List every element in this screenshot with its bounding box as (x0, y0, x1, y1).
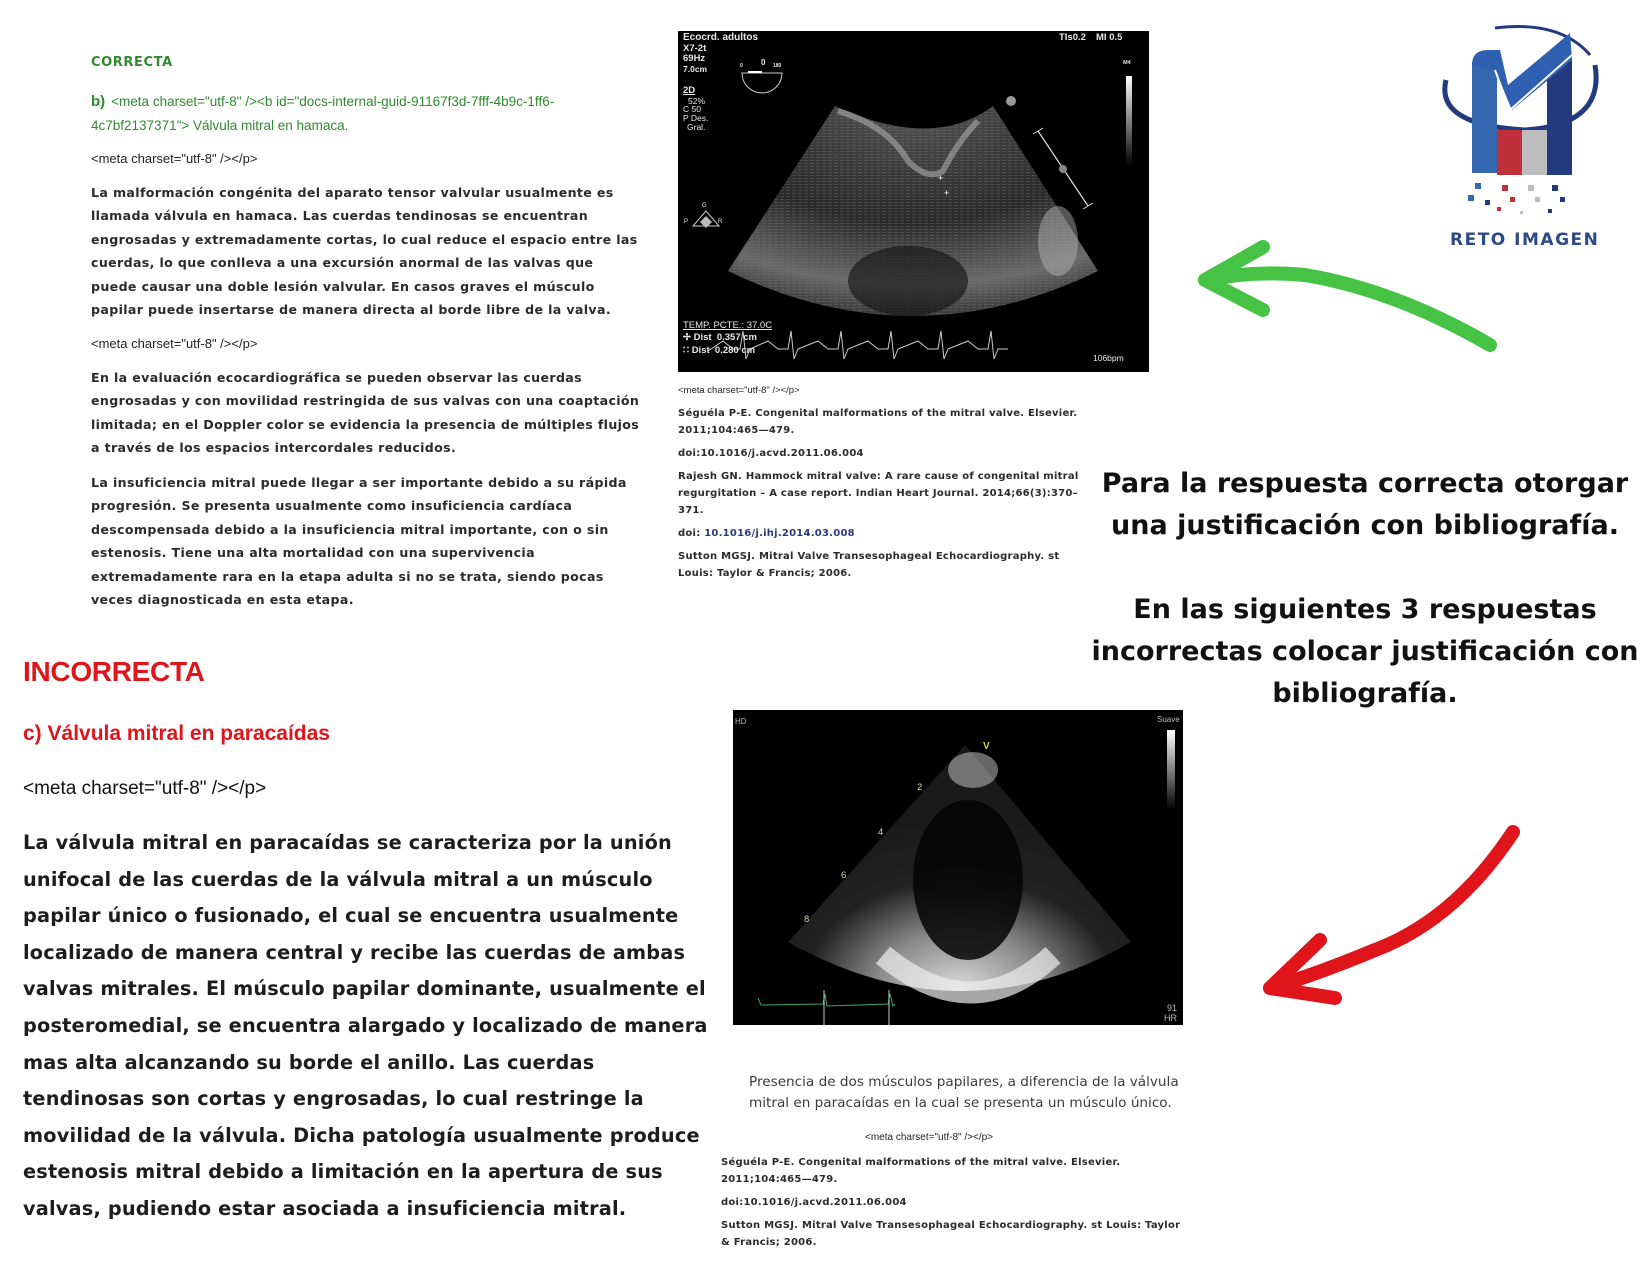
heart-rate: 91 (1167, 1003, 1178, 1013)
parachute-description-paragraph: La válvula mitral en paracaídas se caracteriza por la unión unifocal de las cuerdas de la válvula mitral a un músculo papilar único o fusionado, el cual se encuentra usualmente localizado de manera central y recibe las cuerdas de ambas valvas mitrales. El músculo papilar dominante, usualmente el posteromedial, se encuentra alargado y localizado de manera mas alta alcanzando su borde el anillo. Las cuerdas tendinosas son cortas y engrosadas, lo cual restringe la movilidad de la válvula. Dicha patología usualmente produce estenosis mitral debido a limitación en la apertura de sus valvas, pudiendo estar asociada a insuficiencia mitral. (23, 831, 708, 1220)
echocardiogram-image-hammock (678, 31, 1149, 372)
echo-evaluation-paragraph: En la evaluación ecocardiográfica se pueden observar las cuerdas engrosadas y con movilidad restringida de sus valvas con una coaptación limitada; en el Doppler color se evidencia la presencia de múltiples flujos a través de los espacios intercordales reducidos. (91, 370, 640, 456)
reto-imagen-logo (1440, 25, 1610, 255)
reference-doi: doi: 10.1016/j.ihj.2014.03.008 (678, 528, 855, 539)
option-letter: b) (91, 93, 106, 110)
echo-preset: Suave (1157, 715, 1180, 724)
mitral-insufficiency-paragraph: La insuficiencia mitral puede llegar a ser importante debido a su rápida progresión. Se presenta usualmente como insuficiencia cardíaca descompensada debido a la insuficiencia mitral importante, con o sin estenosis. Tiene una alta mortalidad con una supervivencia extremadamente rara en la etapa adulta si no se trata, siendo pocas veces diagnosticada en esta etapa. (91, 475, 627, 608)
reference-item: Séguéla P-E. Congenital malformations of the mitral valve. Elsevier. 2011;104:465—479. (721, 1157, 1121, 1185)
reference-item: Rajesh GN. Hammock mitral valve: A rare cause of congenital mitral regurgitation – A case report. Indian Heart Journal. 2014;66(3):370–371. (678, 471, 1079, 516)
logo-text: RETO IMAGEN (1450, 230, 1600, 250)
heart-rate: 106bpm (1093, 353, 1124, 363)
reference-doi: doi:10.1016/j.acvd.2011.06.004 (721, 1197, 907, 1208)
echo-preset-2: Gral. (687, 122, 706, 132)
angle-value: 0 (761, 58, 766, 67)
correct-label: CORRECTA (91, 55, 173, 70)
orientation-p: P (684, 219, 689, 225)
heart-rate-unit: HR (1164, 1013, 1177, 1023)
echo-map: M4 (1123, 60, 1131, 66)
echo-frame-rate: 69Hz (683, 53, 706, 64)
echo-tis: TIs0.2 (1059, 32, 1086, 43)
references-list-correct (678, 382, 1098, 588)
svg-text:+: + (944, 188, 950, 198)
depth-mark: 6 (841, 870, 847, 881)
reference-item: Séguéla P-E. Congenital malformations of the mitral valve. Elsevier. 2011;104:465—479. (678, 408, 1078, 436)
echo-gain: 52% (688, 96, 706, 106)
svg-text:+: + (938, 173, 944, 183)
reference-item: Sutton MGSJ. Mitral Valve Transesophageal Echocardiography. st Louis: Taylor & Francis; 2006. (678, 551, 1060, 579)
green-arrow-icon (1195, 235, 1505, 355)
hammock-description-paragraph: La malformación congénita del aparato tensor valvular usualmente es llamada válvula en hamaca. Las cuerdas tendinosas se encuentran engrosadas y extremadamente cortas, lo cual reduce el espacio entre las cuerdas, lo que conlleva a una excursión anormal de las valvas que puede causar una doble lesión valvular. En casos graves el músculo papilar puede insertarse de manera directa al borde libre de la valva. (91, 185, 638, 318)
meta-tag-text: <meta charset="utf-8" /></p> (678, 385, 800, 396)
echo-hd-label: HD (735, 717, 747, 726)
depth-mark: 4 (878, 827, 884, 838)
echo-mode-label: Ecocrd. adultos (683, 32, 759, 43)
image-caption: Presencia de dos músculos papilares, a diferencia de la válvula mitral en paracaídas en la cual se presenta un músculo único. (749, 1074, 1179, 1111)
distance-measurement-2: ∷ Dist 0.280 cm (683, 345, 756, 356)
patient-temperature: TEMP. PCTE.: 37.0C (683, 320, 773, 331)
angle-max: 180 (773, 63, 782, 69)
meta-tag-text: <meta charset="utf-8" /></p> (91, 151, 258, 166)
correct-option (91, 90, 631, 138)
ultrasound-sector-graphic (733, 710, 1183, 1025)
meta-tag-text: <meta charset="utf-8" /></p> (865, 1132, 994, 1143)
doi-link[interactable]: 10.1016/j.ihj.2014.03.008 (704, 528, 855, 539)
depth-mark: 8 (804, 914, 810, 925)
distance-measurement-1: ✢ Dist 0.357 cm (683, 332, 757, 343)
orientation-r: R (718, 219, 723, 225)
logo-icon (1440, 25, 1610, 225)
echo-compression: C 50 (683, 104, 701, 114)
echo-2d-label: 2D (683, 85, 696, 96)
echo-depth: 7.0cm (683, 64, 708, 74)
echo-marker-v: V (983, 741, 990, 752)
echo-mi: MI 0.5 (1096, 32, 1123, 43)
echocardiogram-image-parachute (733, 710, 1183, 1025)
meta-tag-text: <meta charset="utf-8" /></p> (91, 336, 258, 351)
incorrect-option: c) Válvula mitral en paracaídas (23, 722, 330, 745)
references-list-incorrect (721, 1154, 1181, 1257)
angle-min: 0 (740, 63, 743, 69)
echo-probe-label: X7-2t (683, 43, 707, 54)
option-text: <meta charset="utf-8" /><b id="docs-internal-guid-91167f3d-7fff-4b9c-1ff6-4c7bf2137371"> Válvula mitral en hamaca. (91, 94, 555, 133)
orientation-g: G (702, 203, 707, 209)
instruction-correct: Para la respuesta correcta otorgar una justificación con bibliografía. (1101, 468, 1629, 541)
meta-tag-text: <meta charset="utf-8" /></p> (23, 778, 267, 799)
reference-doi: doi:10.1016/j.acvd.2011.06.004 (678, 448, 864, 459)
reference-item: Sutton MGSJ. Mitral Valve Transesophageal Echocardiography. st Louis: Taylor & Francis; 2006. (721, 1220, 1181, 1248)
instructions-text (1085, 463, 1645, 715)
echo-preset: P Des. (683, 113, 709, 123)
depth-mark: 2 (917, 782, 923, 793)
red-arrow-icon (1255, 820, 1525, 1010)
instruction-incorrect: En las siguientes 3 respuestas incorrectas colocar justificación con bibliografía. (1091, 594, 1639, 709)
incorrect-label: INCORRECTA (23, 656, 205, 687)
